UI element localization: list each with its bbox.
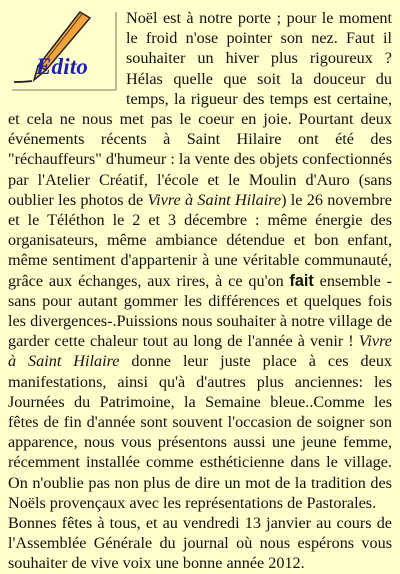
emphasized-word: fait (289, 271, 314, 290)
article-text: Noël est à notre porte ; pour le moment le froid n'ose pointer son nez. Faut il souhaiter un hiver plus rigoureux ? Hélas quelle que soit la douceur du temps, la rigueur des temps est certaine, et cela ne nous met pas le coeur en joie. Pourtant deux événements récents à Saint Hilaire ont été des "réchauffeurs" d'humeur : la vente des objets confectionnés par l'Atelier Créatif, l'école et le Moulin d'Auro (sans oublier les photos de (8, 9, 392, 209)
article-text: ) le 26 novembre et le Téléthon le 2 et 3 décembre : même énergie des organisateurs, même ambiance détendue et bon enfant, même sentiment d'appartenir à une véritable communauté, grâce aux échanges, aux rires, à ce qu'on (8, 190, 392, 290)
publication-name: Vivre à Saint Hilaire (147, 190, 282, 209)
publication-name: Vivre à Saint Hilaire (8, 332, 392, 371)
closing-paragraph: Bonnes fêtes à tous, et au vendredi 13 janvier au cours de l'Assemblée Générale du journal où nous espérons vous souhaiter de vive voix une bonne année 2012. (8, 514, 392, 573)
edito-logo (8, 8, 120, 92)
article-text: ensemble - sans pour autant gommer les différences et quelques fois les divergences-.Puissions nous souhaiter à notre village de garder cette chaleur tout au long de l'année à venir ! (8, 271, 392, 351)
logo-title: Edito (36, 54, 89, 79)
article-text: donne leur juste place à ces deux manifestations, ainsi qu'à d'autres plus anciennes: les Journées du Patrimoine, la Semaine bleue..Comme les fêtes de fin d'année sont souvent l'occasion de soigner son apparence, nous vous présentons aussi une jeune femme, récemment installée comme esthéticienne dans le village. On n'oublie pas non plus de dire un mot de la tradition des Noëls provençaux avec les représentations de Pastorales. (8, 352, 393, 512)
